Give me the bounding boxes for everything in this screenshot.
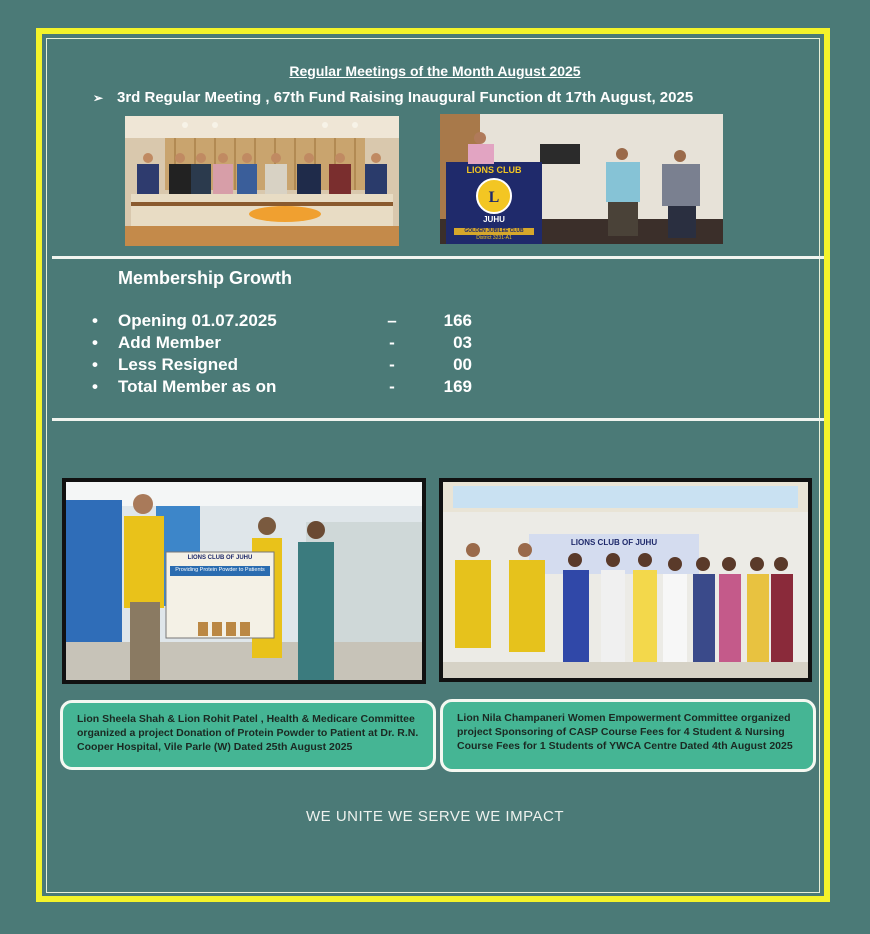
caption-text: Lion Sheela Shah & Lion Rohit Patel , Health & Medicare Committee organized a project Donation of Protein Powder to Patient at Dr. R.N. Cooper Hospital, Vile Parle (W) Dated 25th August 2025 — [77, 713, 419, 753]
bullet-icon: • — [92, 377, 98, 396]
membership-value: 169 — [443, 377, 472, 396]
membership-value: 03 — [453, 333, 472, 352]
banner-district: District 3231-A1 — [476, 235, 512, 241]
meeting-text: 3rd Regular Meeting , 67th Fund Raising Inaugural Function dt 17th August, 2025 — [117, 89, 694, 106]
photo-oath-ceremony — [440, 114, 723, 244]
bullet-icon: • — [92, 333, 98, 352]
hospital-photo-illustration — [66, 482, 422, 680]
caption-text: Lion Nila Champaneri Women Empowerment Committee organized project Sponsoring of CASP Course Fees for 4 Student & Nursing Course Fees for 1 Students of YWCA Centre Dated 4th August 2025 — [457, 712, 793, 752]
membership-list — [92, 311, 512, 399]
stage-photo-illustration — [125, 116, 399, 246]
meeting-item — [93, 89, 693, 106]
page-heading: Regular Meetings of the Month August 2025 — [289, 63, 581, 79]
group-banner-title: LIONS CLUB OF JUHU — [570, 538, 658, 547]
photo-hospital-donation — [62, 478, 426, 684]
membership-label: Less Resigned — [118, 355, 238, 374]
group-photo-illustration — [443, 482, 808, 678]
divider-bottom — [52, 418, 824, 421]
membership-dash: - — [389, 333, 395, 352]
svg-text:L: L — [488, 189, 500, 206]
cheque-title: LIONS CLUB OF JUHU — [187, 555, 253, 561]
cheque-banner: Providing Protein Powder to Patients — [175, 567, 265, 573]
oath-photo-illustration — [440, 114, 723, 244]
membership-value: 00 — [453, 355, 472, 374]
membership-row — [92, 311, 512, 333]
caption-health-medicare — [60, 700, 436, 770]
membership-row — [92, 377, 512, 399]
caption-women-empowerment — [440, 699, 816, 772]
bullet-icon: • — [92, 311, 98, 330]
membership-row — [92, 333, 512, 355]
membership-value: 166 — [443, 311, 472, 330]
membership-row — [92, 355, 512, 377]
membership-label: Total Member as on — [118, 377, 277, 396]
divider-top — [52, 256, 824, 259]
photo-stage-dignitaries — [125, 116, 399, 246]
membership-dash: - — [389, 377, 395, 396]
membership-label: Opening 01.07.2025 — [118, 311, 277, 330]
banner-ribbon: GOLDEN JUBILEE CLUB — [464, 228, 524, 234]
photo-group-students — [439, 478, 812, 682]
membership-dash: - — [389, 355, 395, 374]
membership-dash: – — [387, 311, 397, 330]
banner-sub: JUHU — [483, 215, 505, 224]
banner-title: LIONS CLUB — [466, 165, 522, 175]
footer-slogan: WE UNITE WE SERVE WE IMPACT — [306, 808, 564, 825]
membership-title: Membership Growth — [118, 268, 293, 288]
arrow-bullet-icon: ➢ — [93, 91, 104, 105]
membership-label: Add Member — [118, 333, 221, 352]
bullet-icon: • — [92, 355, 98, 374]
